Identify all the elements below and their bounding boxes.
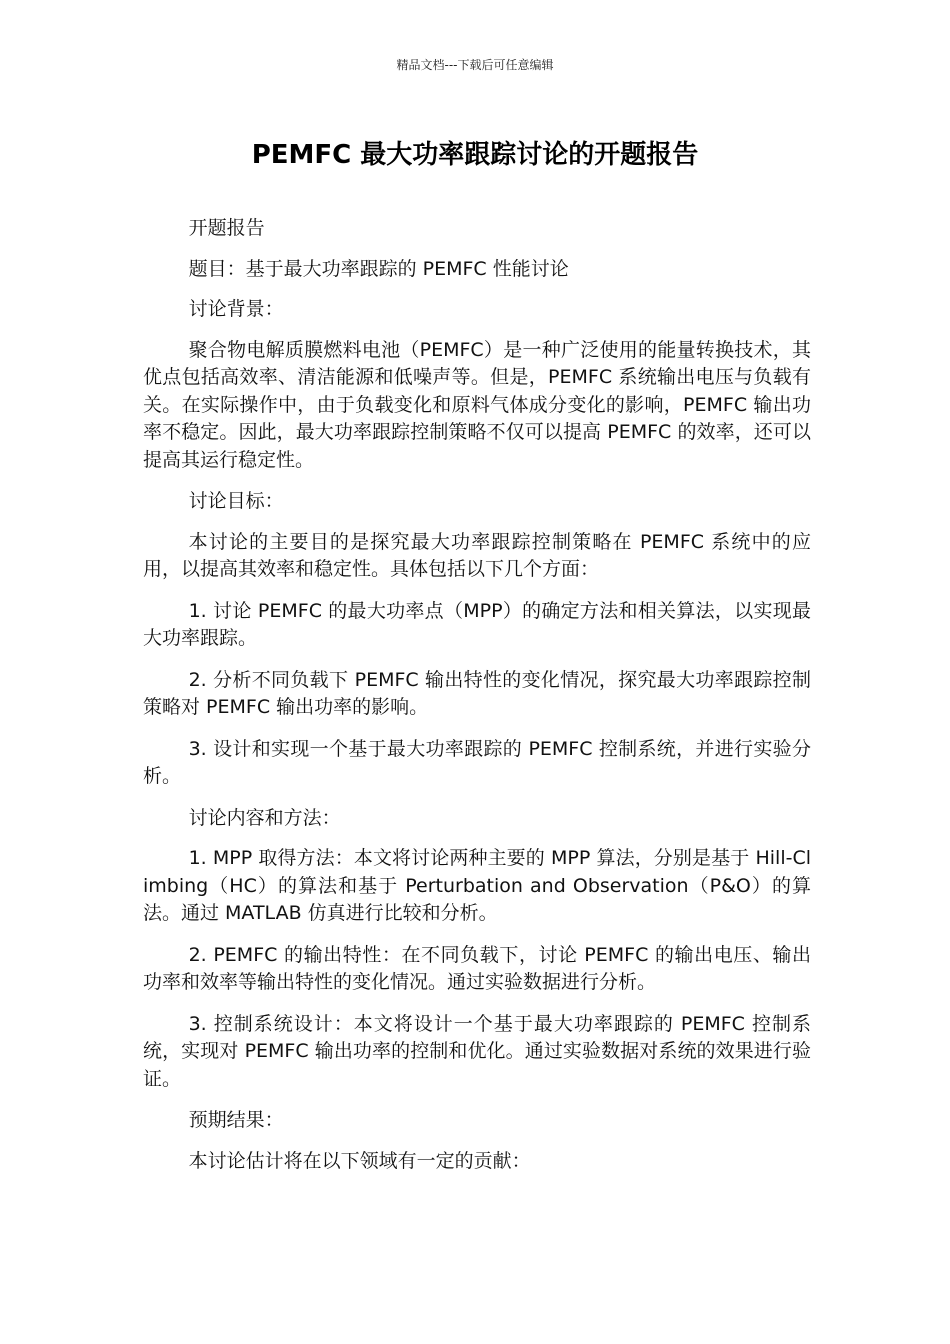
section-heading-methods: 讨论内容和方法： — [188, 806, 341, 829]
section-heading-expected: 预期结果： — [188, 1109, 284, 1131]
goal-item-2: 2. 分析不同负载下 PEMFC 输出特性的变化情况，探究最大功率跟踪控制策略对 PEMFC 输出功率的影响。 — [143, 668, 811, 718]
method-item-3: 3. 控制系统设计：本文将设计一个基于最大功率跟踪的 PEMFC 控制系统，实现对 PEMFC 输出功率的控制和优化。通过实验数据对系统的效果进行验证。 — [143, 1012, 811, 1090]
paragraph-expected: 本讨论估计将在以下领域有一定的贡献： — [188, 1149, 531, 1172]
goal-item-3: 3. 设计和实现一个基于最大功率跟踪的 PEMFC 控制系统，并进行实验分析。 — [143, 737, 811, 787]
method-item-1: 1. MPP 取得方法：本文将讨论两种主要的 MPP 算法，分别是基于 Hill-Climbing（HC）的算法和基于 Perturbation and Observation（P&O）的算法。通过 MATLAB 仿真进行比较和分析。 — [143, 847, 811, 924]
topic-line: 题目：基于最大功率跟踪的 PEMFC 性能讨论 — [188, 257, 569, 280]
method-item-2: 2. PEMFC 的输出特性：在不同负载下，讨论 PEMFC 的输出电压、输出功率和效率等输出特性的变化情况。通过实验数据进行分析。 — [143, 943, 811, 993]
paragraph-background: 聚合物电解质膜燃料电池（PEMFC）是一种广泛使用的能量转换技术，其优点包括高效率、清洁能源和低噪声等。但是，PEMFC 系统输出电压与负载有关。在实际操作中，由于负载变化和原料气体成分变化的影响，PEMFC 输出功率不稳定。因此，最大功率跟踪控制策略不仅可以提高 PEMFC 的效率，还可以提高其运行稳定性。 — [143, 338, 811, 471]
section-label-report: 开题报告 — [188, 217, 265, 239]
header-note: 精品文档---下载后可任意编辑 — [396, 58, 554, 72]
document-title: PEMFC 最大功率跟踪讨论的开题报告 — [251, 140, 699, 170]
paragraph-goals: 本讨论的主要目的是探究最大功率跟踪控制策略在 PEMFC 系统中的应用，以提高其效率和稳定性。具体包括以下几个方面： — [143, 530, 811, 580]
document-body — [143, 215, 811, 1189]
goal-item-1: 1. 讨论 PEMFC 的最大功率点（MPP）的确定方法和相关算法，以实现最大功率跟踪。 — [143, 599, 811, 649]
section-heading-goals: 讨论目标： — [188, 490, 284, 512]
section-heading-background: 讨论背景： — [188, 298, 284, 320]
